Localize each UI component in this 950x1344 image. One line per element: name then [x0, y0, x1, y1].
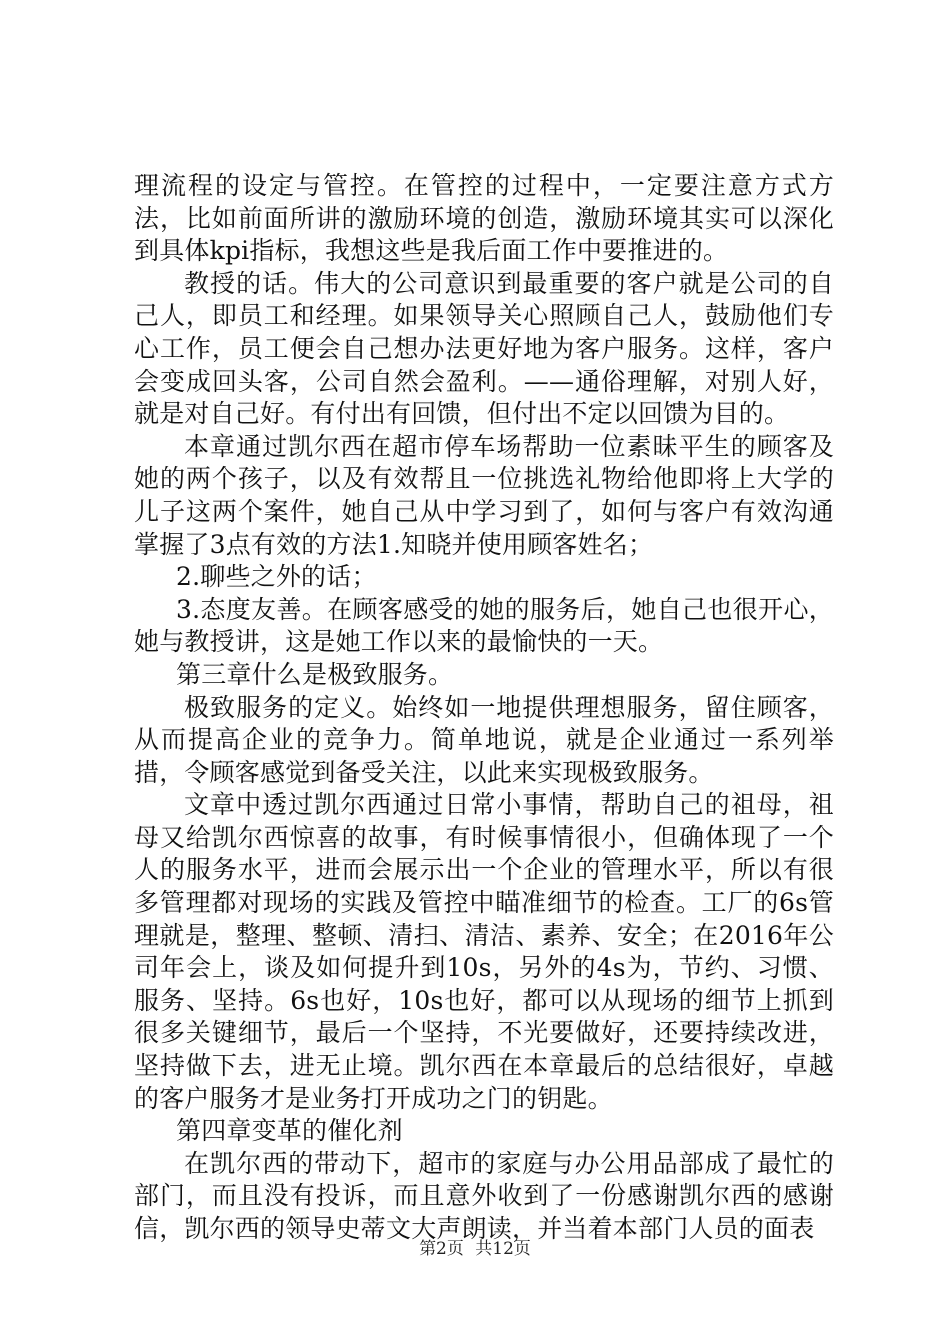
paragraph: 极致服务的定义。始终如一地提供理想服务，留住顾客，从而提高企业的竞争力。简单地说，就是企业通过一系列举措，令顾客感觉到备受关注，以此来实现极致服务。: [134, 692, 834, 787]
chapter-heading: 第三章什么是极致服务。: [176, 659, 454, 689]
paragraph: 教授的话。伟大的公司意识到最重要的客户就是公司的自己人，即员工和经理。如果领导关心照顾自己人，鼓励他们专心工作，员工便会自己想办法更好地为客户服务。这样，客户会变成回头客，公司自然会盈利。——通俗理解，对别人好，就是对自己好。有付出有回馈，但付出不定以回馈为目的。: [134, 268, 834, 429]
chapter-heading: 第四章变革的催化剂: [176, 1116, 403, 1146]
paragraph: 理流程的设定与管控。在管控的过程中，一定要注意方式方法，比如前面所讲的激励环境的创造，激励环境其实可以深化到具体kpi指标，我想这些是我后面工作中要推进的。: [134, 171, 834, 266]
list-item: 2.聊些之外的话；: [176, 562, 377, 592]
list-item: 3.态度友善。在顾客感受的她的服务后，她自己也很开心，她与教授讲，这是她工作以来的最愉快的一天。: [134, 594, 834, 657]
page-number: 第2页: [419, 1239, 464, 1259]
page-total: 共12页: [475, 1239, 531, 1259]
paragraph: 本章通过凯尔西在超市停车场帮助一位素昧平生的顾客及她的两个孩子，以及有效帮且一位挑选礼物给他即将上大学的儿子这两个案件，她自己从中学习到了，如何与客户有效沟通掌握了3点有效的方法1.知晓并使用顾客姓名；: [134, 431, 834, 559]
document-body: [134, 170, 834, 1246]
paragraph: 文章中透过凯尔西通过日常小事情，帮助自己的祖母，祖母又给凯尔西惊喜的故事，有时候事情很小，但确体现了一个人的服务水平，进而会展示出一个企业的管理水平，所以有很多管理都对现场的实践及管控中瞄准细节的检查。工厂的6s管理就是，整理、整顿、清扫、清洁、素养、安全；在2016年公司年会上，谈及如何提升到10s，另外的4s为，节约、习惯、服务、坚持。6s也好，10s也好，都可以从现场的细节上抓到很多关键细节，最后一个坚持，不光要做好，还要持续改进，坚持做下去，进无止境。凯尔西在本章最后的总结很好，卓越的客户服务才是业务打开成功之门的钥匙。: [134, 790, 834, 1113]
page-footer: [0, 1238, 950, 1260]
paragraph: 在凯尔西的带动下，超市的家庭与办公用品部成了最忙的部门，而且没有投诉，而且意外收到了一份感谢凯尔西的感谢信，凯尔西的领导史蒂文大声朗读，并当着本部门人员的面表: [134, 1148, 834, 1243]
